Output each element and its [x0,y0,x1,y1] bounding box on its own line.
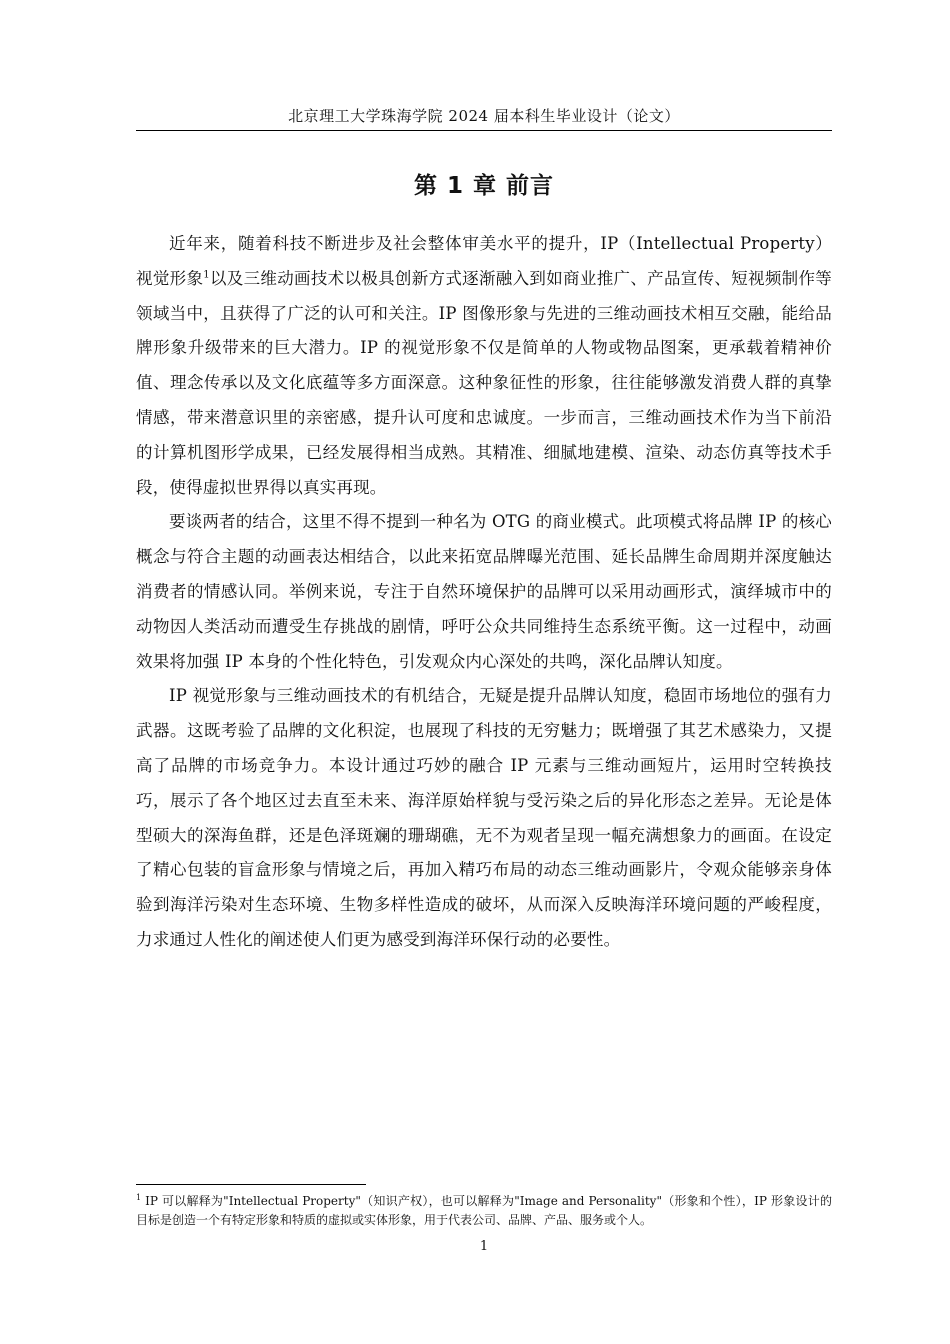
paragraph-1-text-a: 近年来，随着科技不断进步及社会整体审美水平的提升，IP（Intellectual Property）视觉形象 [136,234,832,288]
paragraph-1-text-b: 以及三维动画技术以极具创新方式逐渐融入到如商业推广、产品宣传、短视频制作等领域当中，且获得了广泛的认可和关注。IP 图像形象与先进的三维动画技术相互交融，能给品牌形象升级带来的巨大潜力。IP 的视觉形象不仅是简单的人物或物品图案，更承载着精神价值、理念传承以及文化底蕴等多方面深意。这种象征性的形象，往往能够激发消费人群的真挚情感，带来潜意识里的亲密感，提升认可度和忠诚度。一步而言，三维动画技术作为当下前沿的计算机图形学成果，已经发展得相当成熟。其精准、细腻地建模、渲染、动态仿真等技术手段，使得虚拟世界得以真实再现。 [136,268,832,497]
paragraph-2: 要谈两者的结合，这里不得不提到一种名为 OTG 的商业模式。此项模式将品牌 IP 的核心概念与符合主题的动画表达相结合，以此来拓宽品牌曝光范围、延长品牌生命周期并深度触达消费者的情感认同。举例来说，专注于自然环境保护的品牌可以采用动画形式，演绎城市中的动物因人类活动而遭受生存挑战的剧情，呼吁公众共同维持生态系统平衡。这一过程中，动画效果将加强 IP 本身的个性化特色，引发观众内心深处的共鸣，深化品牌认知度。 [136,512,832,671]
footnote [136,1192,832,1230]
header-rule [136,130,832,131]
footnote-text: IP 可以解释为"Intellectual Property"（知识产权），也可以解释为"Image and Personality"（形象和个性），IP 形象设计的目标是创造一个有特定形象和特质的虚拟或实体形象，用于代表公司、品牌、产品、服务或个人。 [136,1194,832,1227]
body-text [136,227,832,958]
footnote-marker: 1 [136,1193,142,1202]
paragraph-3: IP 视觉形象与三维动画技术的有机结合，无疑是提升品牌认知度，稳固市场地位的强有力武器。这既考验了品牌的文化积淀，也展现了科技的无穷魅力；既增强了其艺术感染力，又提高了品牌的市场竞争力。本设计通过巧妙的融合 IP 元素与三维动画短片，运用时空转换技巧，展示了各个地区过去直至未来、海洋原始样貌与受污染之后的异化形态之差异。无论是体型硕大的深海鱼群，还是色泽斑斓的珊瑚礁，无不为观者呈现一幅充满想象力的画面。在设定了精心包装的盲盒形象与情境之后，再加入精巧布局的动态三维动画影片，令观众能够亲身体验到海洋污染对生态环境、生物多样性造成的破坏，从而深入反映海洋环境问题的严峻程度，力求通过人性化的阐述使人们更为感受到海洋环保行动的必要性。 [136,686,832,949]
footnote-rule [136,1184,366,1185]
running-header: 北京理工大学珠海学院 2024 届本科生毕业设计（论文） [288,107,680,125]
paragraph-1 [136,227,832,505]
page-number: 1 [479,1239,489,1254]
chapter-title: 第 1 章 前言 [413,173,555,199]
footnote-reference[interactable]: 1 [203,269,210,281]
